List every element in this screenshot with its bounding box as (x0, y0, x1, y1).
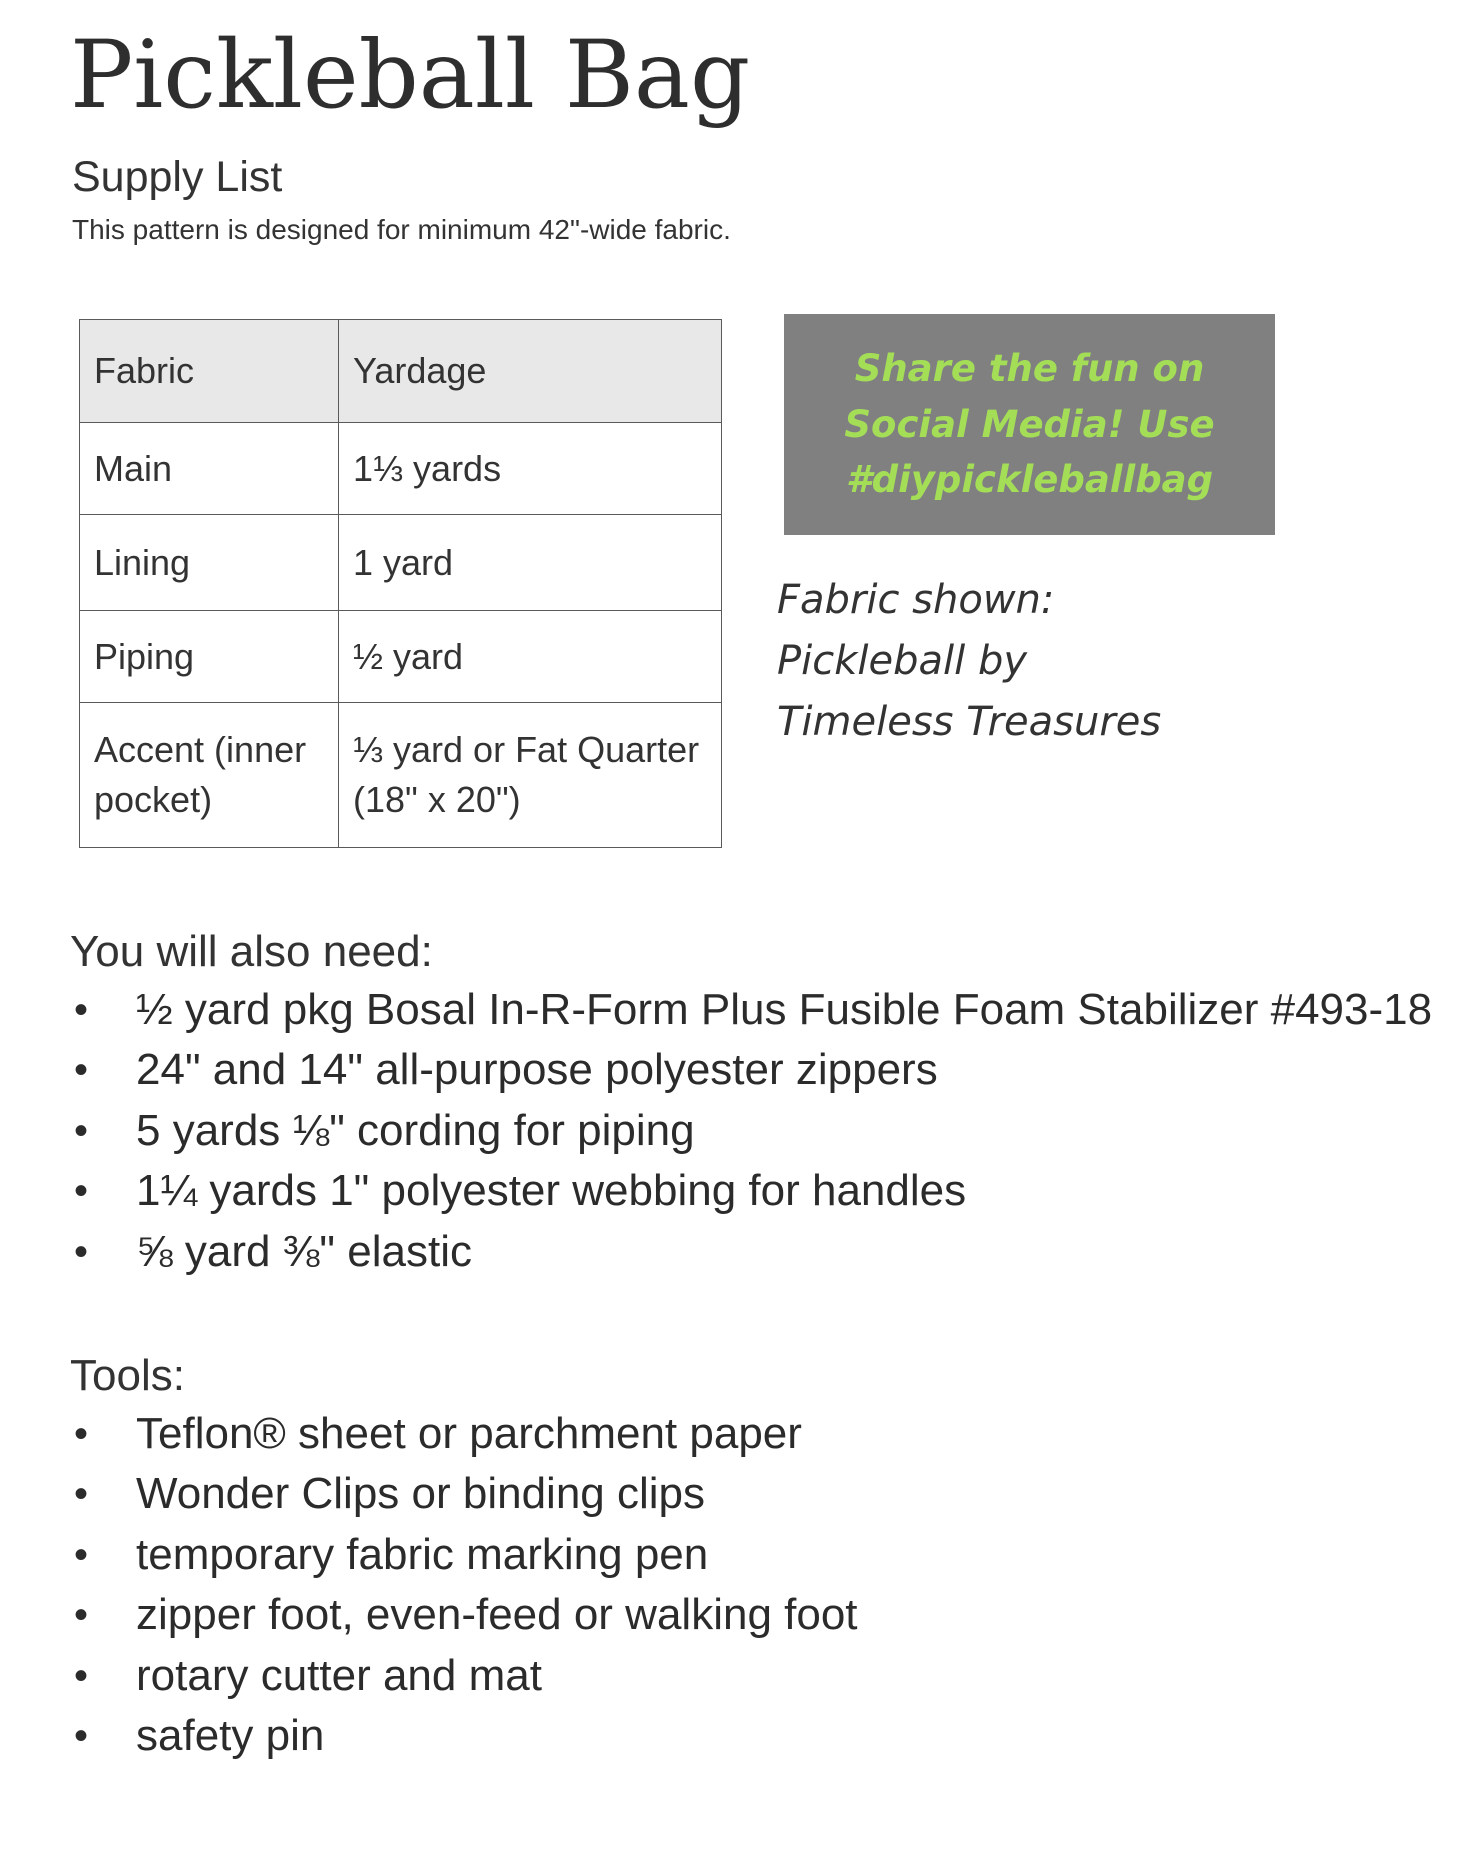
fabric-cell: Lining (80, 515, 339, 611)
list-item (70, 1404, 858, 1464)
bullet-icon: • (74, 1593, 89, 1638)
bullet-icon: • (74, 1653, 89, 1698)
bullet-icon: • (74, 1472, 89, 1517)
social-media-text: Share the fun on Social Media! Use #diypickleballbag (844, 347, 1215, 502)
list-item (70, 1101, 1432, 1161)
also-need-heading: You will also need: (70, 927, 433, 976)
list-item (70, 1585, 858, 1645)
fabric-column-header: Fabric (80, 320, 339, 423)
page-title: Pickleball Bag (70, 21, 751, 130)
list-item-text: Wonder Clips or binding clips (136, 1469, 706, 1519)
list-item (70, 1646, 858, 1706)
list-item-text: ⅝ yard ⅜" elastic (136, 1226, 472, 1276)
list-item-text: 1¼ yards 1" polyester webbing for handles (136, 1166, 967, 1216)
fabric-width-note: This pattern is designed for minimum 42"-wide fabric. (72, 214, 731, 245)
list-item (70, 1040, 1432, 1100)
yardage-column-header: Yardage (339, 320, 722, 423)
table-row (80, 611, 722, 703)
list-item (70, 1525, 858, 1585)
list-item-text: ½ yard pkg Bosal In-R-Form Plus Fusible Foam Stabilizer #493-18 (136, 985, 1433, 1034)
bullet-icon: • (74, 1108, 89, 1153)
table-row (80, 703, 722, 848)
table-header-row (80, 320, 722, 423)
list-item (70, 1222, 1432, 1282)
list-item-text: zipper foot, even-feed or walking foot (136, 1590, 858, 1640)
fabric-cell: Accent (inner pocket) (80, 703, 339, 848)
table-row (80, 423, 722, 515)
yardage-cell: ⅓ yard or Fat Quarter (18" x 20") (339, 703, 722, 848)
list-item (70, 1464, 858, 1524)
list-item (70, 1706, 858, 1766)
list-item-text: Teflon® sheet or parchment paper (136, 1409, 802, 1458)
list-item-text: temporary fabric marking pen (136, 1529, 709, 1579)
list-item (70, 980, 1432, 1040)
bullet-icon: • (74, 1532, 89, 1577)
yardage-cell: 1⅓ yards (339, 423, 722, 515)
fabric-cell: Piping (80, 611, 339, 703)
list-item-text: rotary cutter and mat (136, 1650, 542, 1700)
bullet-icon: • (74, 1713, 89, 1758)
fabric-shown-line: Timeless Treasures (777, 698, 1162, 745)
fabric-table (79, 319, 722, 848)
fabric-shown-credit (777, 570, 1277, 752)
fabric-cell: Main (80, 423, 339, 515)
list-item-text: 24" and 14" all-purpose polyester zippers (136, 1045, 938, 1095)
also-need-list (70, 980, 1432, 1282)
bullet-icon: • (74, 1048, 89, 1093)
bullet-icon: • (74, 1169, 89, 1214)
fabric-shown-line: Pickleball by (777, 637, 1028, 684)
table-row (80, 515, 722, 611)
supply-list-heading: Supply List (72, 153, 283, 201)
fabric-shown-line: Fabric shown: (777, 577, 1055, 623)
yardage-cell: ½ yard (339, 611, 722, 703)
list-item-text: safety pin (136, 1710, 325, 1760)
bullet-icon: • (74, 988, 89, 1032)
yardage-cell: 1 yard (339, 515, 722, 611)
tools-list (70, 1404, 858, 1766)
list-item (70, 1161, 1432, 1221)
list-item-text: 5 yards ⅛" cording for piping (136, 1105, 695, 1155)
social-media-callout (784, 314, 1275, 535)
bullet-icon: • (74, 1229, 89, 1274)
bullet-icon: • (74, 1412, 89, 1456)
tools-heading: Tools: (70, 1351, 185, 1400)
